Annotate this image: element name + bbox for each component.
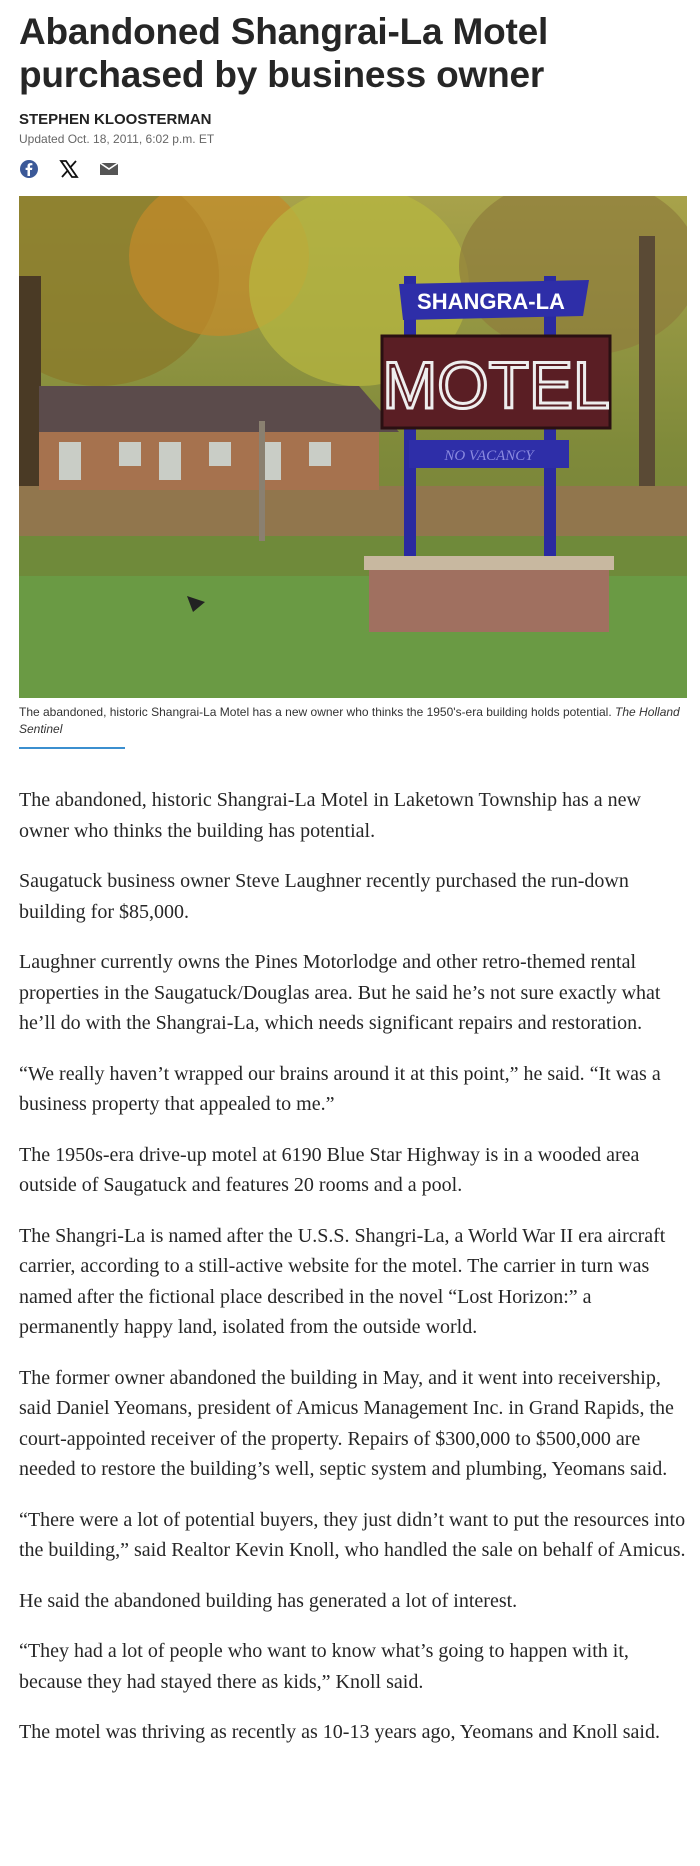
photo-credit: The Holland Sentinel — [19, 705, 680, 736]
photo-caption — [19, 704, 687, 738]
paragraph: The former owner abandoned the building in May, and it went into receivership, said Daniel Yeomans, president of Amicus Management Inc. in Grand Rapids, the court-appointed receiver of the property. Repairs of $300,000 to $500,000 are needed to restore the building’s well, septic system and plumbing, Yeomans said. — [19, 1366, 674, 1480]
author[interactable]: STEPHEN KLOOSTERMAN — [19, 111, 212, 128]
article-body — [19, 785, 687, 1748]
paragraph: “They had a lot of people who want to know what’s going to happen with it, because they had stayed there as kids,” Knoll said. — [19, 1640, 629, 1693]
paragraph: The Shangri-La is named after the U.S.S. Shangri-La, a World War II era aircraft carrier, according to a still-active website for the motel. The carrier in turn was named after the fictional place described in the novel “Lost Horizon:” a permanently happy land, isolated from the outside world. — [19, 1224, 666, 1338]
sign-top-text: SHANGRA-LA — [417, 289, 565, 314]
caption-text: The abandoned, historic Shangrai-La Motel has a new owner who thinks the 1950's-era building holds potential. — [19, 705, 612, 719]
paragraph: “There were a lot of potential buyers, they just didn’t want to put the resources into the building,” said Realtor Kevin Knoll, who handled the sale on behalf of Amicus. — [19, 1508, 686, 1561]
article — [19, 0, 687, 1768]
paragraph: Saugatuck business owner Steve Laughner recently purchased the run-down building for $85,000. — [19, 870, 629, 923]
paragraph: He said the abandoned building has generated a lot of interest. — [19, 1589, 518, 1612]
share-bar — [19, 158, 687, 180]
x-icon[interactable] — [59, 159, 79, 179]
paragraph: “We really haven’t wrapped our brains around it at this point,” he said. “It was a business property that appealed to me.” — [19, 1062, 661, 1115]
sign-bottom-text: NO VACANCY — [444, 448, 534, 464]
email-icon[interactable] — [99, 161, 119, 177]
paragraph: Laughner currently owns the Pines Motorlodge and other retro-themed rental properties in the Saugatuck/Douglas area. But he said he’s not sure exactly what he’ll do with the Shangrai-La, which needs significant repairs and restoration. — [19, 951, 661, 1034]
headline: Abandoned Shangrai-La Motel purchased by business owner — [19, 11, 549, 95]
caption-divider — [19, 747, 125, 749]
paragraph: The abandoned, historic Shangrai-La Motel in Laketown Township has a new owner who thinks the building has potential. — [19, 789, 641, 842]
updated-date: Updated Oct. 18, 2011, 6:02 p.m. ET — [19, 132, 215, 146]
paragraph: The 1950s-era drive-up motel at 6190 Blue Star Highway is in a wooded area outside of Saugatuck and features 20 rooms and a pool. — [19, 1143, 640, 1196]
sign-main-text: MOTEL — [382, 348, 610, 422]
motel-sign-photo — [19, 196, 687, 698]
paragraph: The motel was thriving as recently as 10-13 years ago, Yeomans and Knoll said. — [19, 1721, 660, 1743]
facebook-icon[interactable] — [19, 159, 39, 179]
